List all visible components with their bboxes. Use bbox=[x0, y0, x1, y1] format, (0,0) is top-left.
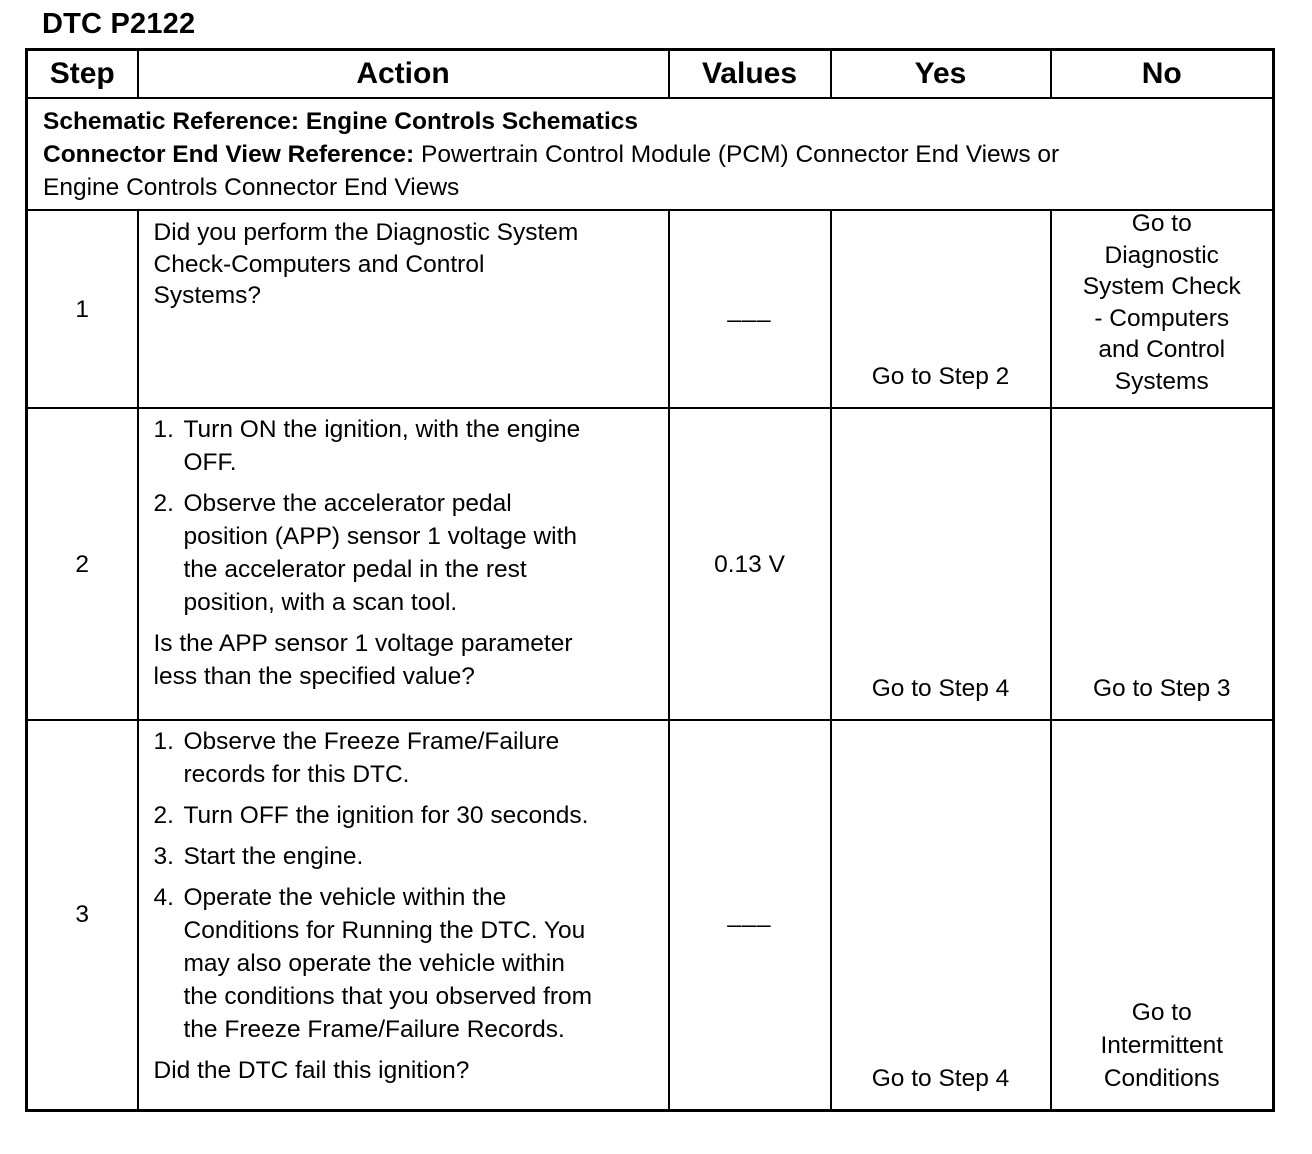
yes-cell: Go to Step 4 bbox=[831, 720, 1051, 1110]
step-number: 3 bbox=[27, 720, 138, 1110]
column-header-values: Values bbox=[669, 50, 831, 99]
column-header-action: Action bbox=[138, 50, 669, 99]
action-step bbox=[154, 840, 658, 873]
action-steps bbox=[154, 413, 658, 619]
table-row bbox=[27, 720, 1274, 1110]
action-steps bbox=[154, 725, 658, 1046]
connector-reference-text-1: Powertrain Control Module (PCM) Connector End Views or bbox=[414, 141, 1060, 168]
action-cell bbox=[138, 210, 669, 408]
connector-reference-label: Connector End View Reference: bbox=[43, 141, 415, 168]
action-step-text: Operate the vehicle within the Conditions for Running the DTC. You may also operate the vehicle within the conditions that you observed from the Freeze Frame/Failure Records. bbox=[183, 884, 593, 1043]
action-step-number: 1. bbox=[153, 728, 174, 755]
action-step bbox=[154, 881, 658, 1046]
step-number: 2 bbox=[27, 408, 138, 720]
column-header-yes: Yes bbox=[831, 50, 1051, 99]
action-step bbox=[154, 413, 658, 479]
action-step bbox=[154, 799, 658, 832]
action-step-number: 2. bbox=[153, 490, 174, 517]
action-step-number: 4. bbox=[153, 884, 174, 911]
action-step-number: 3. bbox=[153, 843, 174, 870]
reference-row bbox=[27, 98, 1274, 210]
value-cell bbox=[669, 210, 831, 408]
connector-reference bbox=[43, 138, 1264, 171]
yes-cell: Go to Step 4 bbox=[831, 408, 1051, 720]
step-number: 1 bbox=[27, 210, 138, 408]
no-cell bbox=[1051, 210, 1274, 408]
document-title: DTC P2122 bbox=[42, 8, 196, 40]
no-text: Go to Diagnostic System Check - Computers and Control Systems bbox=[1082, 210, 1241, 395]
no-cell: Go to Step 3 bbox=[1051, 408, 1274, 720]
value-cell: 0.13 V bbox=[669, 408, 831, 720]
value-text: ___ bbox=[727, 295, 772, 323]
action-step-text: Turn OFF the ignition for 30 seconds. bbox=[183, 802, 589, 829]
connector-reference-text-2: Engine Controls Connector End Views bbox=[43, 174, 460, 201]
action-step-number: 2. bbox=[153, 802, 174, 829]
column-header-step: Step bbox=[27, 50, 138, 99]
value-text: ___ bbox=[727, 901, 772, 929]
table-row bbox=[27, 408, 1274, 720]
action-step-number: 1. bbox=[153, 416, 174, 443]
value-cell bbox=[669, 720, 831, 1110]
action-question: Is the APP sensor 1 voltage parameter less than the specified value? bbox=[153, 630, 573, 690]
no-cell: Go to Intermittent Conditions bbox=[1051, 720, 1274, 1110]
action-question: Did the DTC fail this ignition? bbox=[153, 1057, 470, 1084]
action-cell bbox=[138, 720, 669, 1110]
action-step-text: Observe the Freeze Frame/Failure records for this DTC. bbox=[183, 728, 560, 788]
yes-cell bbox=[831, 210, 1051, 408]
column-header-no: No bbox=[1051, 50, 1274, 99]
reference-cell bbox=[27, 98, 1274, 210]
action-step bbox=[154, 725, 658, 791]
action-cell bbox=[138, 408, 669, 720]
yes-text: Go to Step 2 bbox=[871, 363, 1010, 390]
action-step-text: Observe the accelerator pedal position (APP) sensor 1 voltage with the accelerator pedal in the rest position, with a scan tool. bbox=[183, 490, 578, 616]
header-row bbox=[27, 50, 1274, 99]
action-step-text: Turn ON the ignition, with the engine OFF. bbox=[183, 416, 581, 476]
action-step-text: Start the engine. bbox=[183, 843, 364, 870]
table-row bbox=[27, 210, 1274, 408]
schematic-reference: Schematic Reference: Engine Controls Schematics bbox=[43, 108, 638, 135]
action-step bbox=[154, 487, 658, 619]
action-question: Did you perform the Diagnostic System Check-Computers and Control Systems? bbox=[153, 219, 579, 309]
diagnostic-table bbox=[25, 48, 1275, 1112]
